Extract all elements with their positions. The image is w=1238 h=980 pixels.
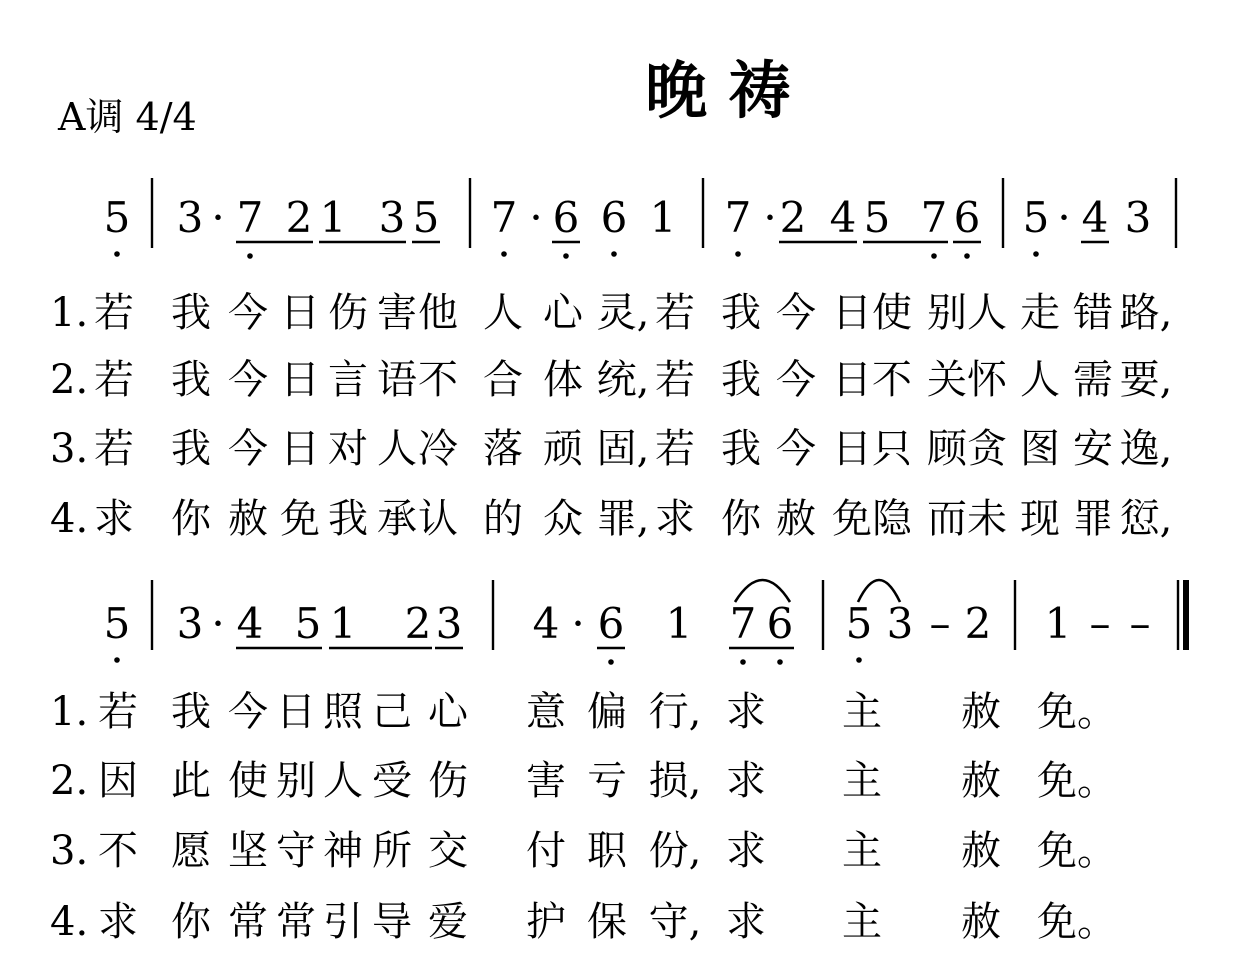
lower-octave-dot xyxy=(563,253,569,259)
lyric-char: 免。 xyxy=(1037,689,1117,735)
lyric-char: 若 xyxy=(94,426,134,472)
lyric-char: 安 xyxy=(1073,426,1113,472)
lyric-char: 心 xyxy=(543,290,583,336)
augmentation-dot: · xyxy=(529,193,543,242)
lyric-char: 不 xyxy=(98,828,138,874)
final-bar-thick xyxy=(1183,580,1189,650)
lyric-char: 照 xyxy=(323,689,363,735)
lyric-char: 路, xyxy=(1119,290,1173,336)
lyric-char: 语 xyxy=(377,357,417,403)
lyric-char: 错 xyxy=(1073,290,1113,336)
lyric-char: 爱 xyxy=(428,899,468,945)
lyric-char: 亏 xyxy=(587,758,627,804)
lyric-char: 走 xyxy=(1020,290,1060,336)
lyric-char: 今 xyxy=(776,426,816,472)
note: 2 xyxy=(964,599,992,648)
lyric-char: 灵, xyxy=(596,290,650,336)
lyric-char: 主 xyxy=(842,689,882,735)
note: 3 xyxy=(1124,193,1152,242)
lyric-char: 害 xyxy=(377,290,417,336)
lower-octave-dot xyxy=(931,253,937,259)
lyric-char: 我 xyxy=(721,426,761,472)
lyric-char: 未 xyxy=(967,496,1007,542)
lower-octave-dot xyxy=(740,659,746,665)
lyric-char: 只 xyxy=(872,426,912,472)
lyric-char: 护 xyxy=(526,899,566,945)
verse-number: 4. xyxy=(50,899,89,945)
note: 5 xyxy=(1022,193,1050,242)
lyric-char: 付 xyxy=(526,828,566,874)
lyric-char: 统, xyxy=(596,357,650,403)
lyric-char: 使 xyxy=(228,758,268,804)
lyric-char: 而 xyxy=(927,496,967,542)
augmentation-dot: · xyxy=(571,599,585,648)
note: 6 xyxy=(600,193,628,242)
note: 2 xyxy=(404,599,432,648)
augmentation-dot: · xyxy=(1057,193,1071,242)
verse-number: 1. xyxy=(50,290,89,336)
lower-octave-dot xyxy=(501,251,507,257)
note: 1 xyxy=(649,193,677,242)
lyric-char: 主 xyxy=(842,828,882,874)
note: 4 xyxy=(829,193,857,242)
note: 7 xyxy=(920,193,948,242)
lyric-char: 人 xyxy=(377,426,417,472)
note: 5 xyxy=(103,599,131,648)
lyric-char: 主 xyxy=(842,758,882,804)
lyric-char: 冷 xyxy=(418,426,458,472)
lyric-char: 日 xyxy=(276,689,316,735)
lyric-char: 今 xyxy=(776,357,816,403)
lyric-char: 若 xyxy=(94,290,134,336)
note: 1 xyxy=(319,193,347,242)
note: 3 xyxy=(378,193,406,242)
note: 3 xyxy=(435,599,463,648)
lyric-char: 受 xyxy=(372,758,412,804)
lyric-char: 众 xyxy=(543,496,583,542)
lyric-char: 使 xyxy=(872,290,912,336)
lyric-char: 职 xyxy=(587,828,627,874)
lyric-char: 贪 xyxy=(967,426,1007,472)
lyric-char: 求 xyxy=(726,758,766,804)
lyric-char: 我 xyxy=(721,290,761,336)
lower-octave-dot xyxy=(735,251,741,257)
lyric-char: 求 xyxy=(94,496,134,542)
lyric-char: 损, xyxy=(648,758,702,804)
lyric-char: 我 xyxy=(171,290,211,336)
lyric-char: 今 xyxy=(228,290,268,336)
lyric-char: 守 xyxy=(276,828,316,874)
lower-octave-dot xyxy=(247,253,253,259)
lyric-char: 求 xyxy=(726,899,766,945)
lyric-char: 常 xyxy=(276,899,316,945)
lyric-char: 愆, xyxy=(1119,496,1173,542)
note: 6 xyxy=(552,193,580,242)
verse-number: 2. xyxy=(50,357,89,403)
lyric-char: 日 xyxy=(832,357,872,403)
lyric-char: 日 xyxy=(280,357,320,403)
lyric-char: 赦 xyxy=(961,899,1001,945)
key-time-signature: A调 4/4 xyxy=(58,95,197,139)
lyric-char: 意 xyxy=(526,689,566,735)
lyric-char: 心 xyxy=(428,689,468,735)
lyric-char: 己 xyxy=(372,689,412,735)
lyric-char: 免。 xyxy=(1037,828,1117,874)
lyric-char: 承 xyxy=(377,496,417,542)
lyric-char: 顾 xyxy=(927,426,967,472)
lyric-char: 求 xyxy=(655,496,695,542)
lyric-char: 免。 xyxy=(1037,899,1117,945)
lyric-char: 隐 xyxy=(872,496,912,542)
lower-octave-dot xyxy=(964,253,970,259)
note: 7 xyxy=(729,599,757,648)
lyric-char: 我 xyxy=(171,689,211,735)
lyric-char: 日 xyxy=(280,426,320,472)
lyric-char: 需 xyxy=(1073,357,1113,403)
lyric-char: 免 xyxy=(280,496,320,542)
lyric-char: 人 xyxy=(483,290,523,336)
lyric-char: 今 xyxy=(228,357,268,403)
note: 1 xyxy=(329,599,357,648)
verse-number: 3. xyxy=(50,828,89,874)
lyric-char: 伤 xyxy=(428,758,468,804)
hold-dash: – xyxy=(1089,599,1111,648)
lyric-char: 赦 xyxy=(961,758,1001,804)
lyric-char: 体 xyxy=(543,357,583,403)
note: 5 xyxy=(412,193,440,242)
system-2 xyxy=(50,580,1189,945)
lyric-char: 今 xyxy=(228,689,268,735)
lyric-char: 人 xyxy=(1020,357,1060,403)
note: 3 xyxy=(886,599,914,648)
lyric-char: 要, xyxy=(1119,357,1173,403)
lyric-char: 求 xyxy=(98,899,138,945)
lower-octave-dot xyxy=(608,659,614,665)
note: 4 xyxy=(236,599,264,648)
note: 2 xyxy=(285,193,313,242)
lyric-char: 主 xyxy=(842,899,882,945)
note: 5 xyxy=(863,193,891,242)
lyric-char: 赦 xyxy=(961,689,1001,735)
lyric-char: 偏 xyxy=(587,689,627,735)
lyric-char: 罪 xyxy=(1073,496,1113,542)
lyric-char: 你 xyxy=(171,496,211,542)
note: 2 xyxy=(779,193,807,242)
lyric-char: 日 xyxy=(832,290,872,336)
lyric-char: 我 xyxy=(171,357,211,403)
lyric-char: 认 xyxy=(418,496,458,542)
system-1 xyxy=(50,178,1176,542)
lyric-char: 今 xyxy=(776,290,816,336)
lyric-char: 的 xyxy=(483,496,523,542)
lyric-char: 不 xyxy=(872,357,912,403)
lyric-char: 关 xyxy=(927,357,967,403)
lyric-char: 引 xyxy=(323,899,363,945)
lyric-char: 常 xyxy=(228,899,268,945)
note: 5 xyxy=(103,193,131,242)
lower-octave-dot xyxy=(777,659,783,665)
lyric-char: 若 xyxy=(655,357,695,403)
verse-number: 4. xyxy=(50,496,89,542)
lyric-char: 不 xyxy=(418,357,458,403)
lyric-char: 合 xyxy=(483,357,523,403)
note: 4 xyxy=(1081,193,1109,242)
lyric-char: 罪, xyxy=(596,496,650,542)
lyric-char: 日 xyxy=(280,290,320,336)
note: 7 xyxy=(236,193,264,242)
note: 7 xyxy=(724,193,752,242)
lyric-char: 言 xyxy=(328,357,368,403)
lyric-char: 害 xyxy=(526,758,566,804)
lyric-char: 赦 xyxy=(228,496,268,542)
lyric-char: 今 xyxy=(228,426,268,472)
lyric-char: 愿 xyxy=(171,828,211,874)
lyric-char: 行, xyxy=(648,689,702,735)
augmentation-dot: · xyxy=(211,193,225,242)
verse-number: 2. xyxy=(50,758,89,804)
lyric-char: 份, xyxy=(648,828,702,874)
lyric-char: 别 xyxy=(927,290,967,336)
lyric-char: 逸, xyxy=(1119,426,1173,472)
lyric-char: 怀 xyxy=(967,357,1007,403)
lyric-char: 因 xyxy=(98,758,138,804)
lyric-char: 导 xyxy=(372,899,412,945)
note: 1 xyxy=(1044,599,1072,648)
lyric-char: 赦 xyxy=(961,828,1001,874)
lyric-char: 别 xyxy=(276,758,316,804)
lyric-char: 神 xyxy=(323,828,363,874)
lower-octave-dot xyxy=(611,251,617,257)
lyric-char: 求 xyxy=(726,828,766,874)
lyric-char: 此 xyxy=(171,758,211,804)
lower-octave-dot xyxy=(1033,251,1039,257)
note: 3 xyxy=(176,599,204,648)
lyric-char: 坚 xyxy=(228,828,268,874)
note: 1 xyxy=(665,599,693,648)
lyric-char: 若 xyxy=(94,357,134,403)
lyric-char: 免。 xyxy=(1037,758,1117,804)
note: 5 xyxy=(294,599,322,648)
lyric-char: 现 xyxy=(1020,496,1060,542)
lyric-char: 守, xyxy=(648,899,702,945)
note: 3 xyxy=(176,193,204,242)
lyric-char: 求 xyxy=(726,689,766,735)
verse-number: 1. xyxy=(50,689,89,735)
lyric-char: 我 xyxy=(171,426,211,472)
lyric-char: 人 xyxy=(323,758,363,804)
note: 6 xyxy=(953,193,981,242)
lyric-char: 人 xyxy=(967,290,1007,336)
lyric-char: 伤 xyxy=(328,290,368,336)
lyric-char: 我 xyxy=(721,357,761,403)
lower-octave-dot xyxy=(114,657,120,663)
hold-dash: – xyxy=(1129,599,1151,648)
verse-number: 3. xyxy=(50,426,89,472)
lyric-char: 所 xyxy=(372,828,412,874)
note: 4 xyxy=(532,599,560,648)
note: 6 xyxy=(766,599,794,648)
lyric-char: 交 xyxy=(428,828,468,874)
lyric-char: 图 xyxy=(1020,426,1060,472)
lyric-char: 若 xyxy=(655,290,695,336)
lyric-char: 保 xyxy=(587,899,627,945)
song-title: 晚 祷 xyxy=(645,54,791,127)
lyric-char: 我 xyxy=(328,496,368,542)
augmentation-dot: · xyxy=(211,599,225,648)
note: 7 xyxy=(490,193,518,242)
lyric-char: 固, xyxy=(596,426,650,472)
lyric-char: 赦 xyxy=(776,496,816,542)
lyric-char: 落 xyxy=(483,426,523,472)
lyric-char: 若 xyxy=(655,426,695,472)
note: 6 xyxy=(597,599,625,648)
lyric-char: 若 xyxy=(98,689,138,735)
lyric-char: 顽 xyxy=(543,426,583,472)
lyric-char: 免 xyxy=(832,496,872,542)
lyric-char: 他 xyxy=(418,290,458,336)
lyric-char: 对 xyxy=(328,426,368,472)
augmentation-dot: · xyxy=(763,193,777,242)
lyric-char: 你 xyxy=(721,496,761,542)
lower-octave-dot xyxy=(114,251,120,257)
lower-octave-dot xyxy=(856,657,862,663)
lyric-char: 日 xyxy=(832,426,872,472)
lyric-char: 你 xyxy=(171,899,211,945)
hold-dash: – xyxy=(929,599,951,648)
note: 5 xyxy=(845,599,873,648)
